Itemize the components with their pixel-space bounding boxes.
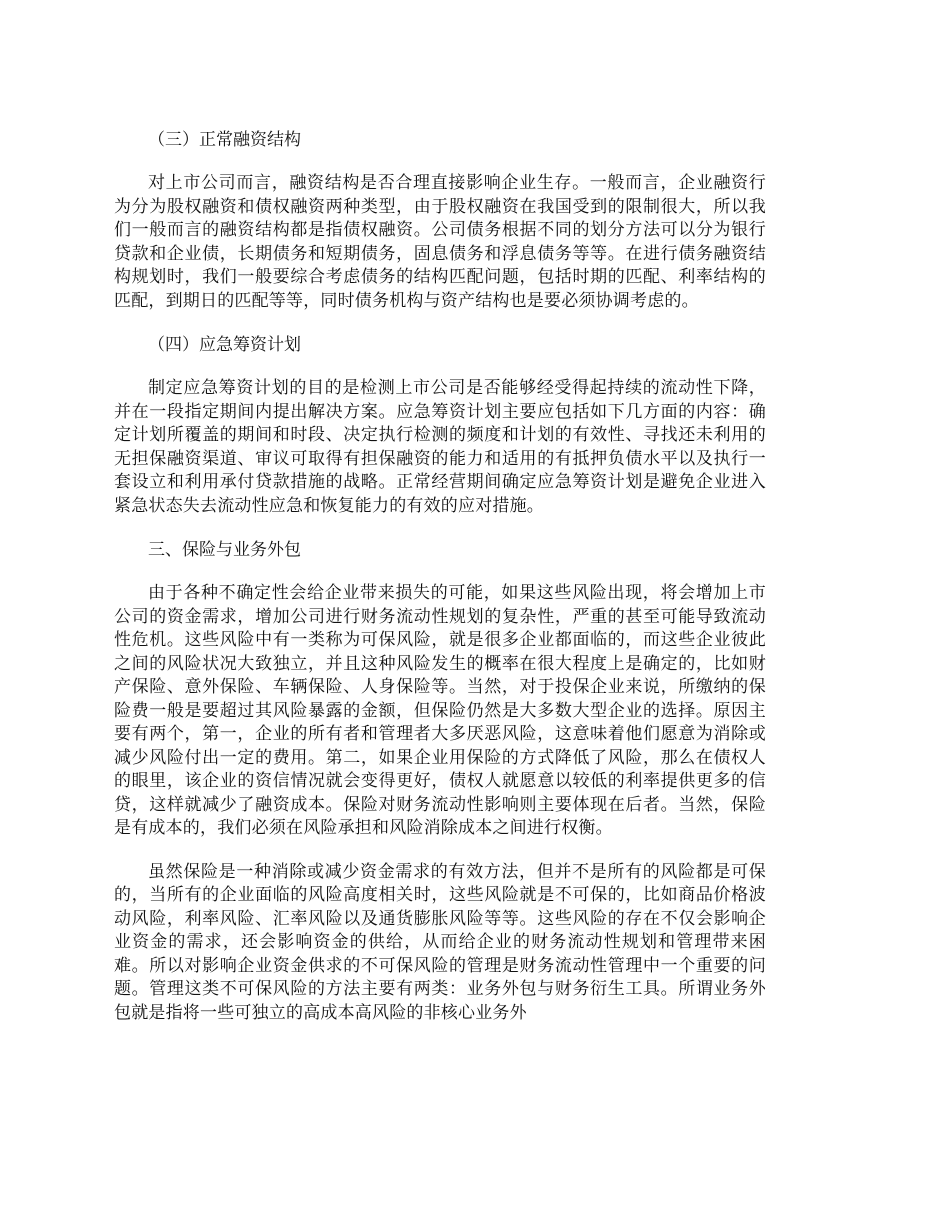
document-page	[114, 128, 766, 1025]
paragraph-financing-structure: 对上市公司而言，融资结构是否合理直接影响企业生存。一般而言，企业融资行为分为股权融资和债权融资两种类型，由于股权融资在我国受到的限制很大，所以我们一般而言的融资结构都是指债权融资。公司债务根据不同的划分方法可以分为银行贷款和企业债，长期债务和短期债务，固息债务和浮息债务等等。在进行债务融资结构规划时，我们一般要综合考虑债务的结构匹配问题，包括时期的匹配、利率结构的匹配，到期日的匹配等等，同时债务机构与资产结构也是要必须协调考虑的。	[114, 173, 766, 311]
section-heading-financing-structure: （三）正常融资结构	[148, 130, 301, 150]
paragraph-uninsurable-risk: 虽然保险是一种消除或减少资金需求的有效方法，但并不是所有的风险都是可保的，当所有的企业面临的风险高度相关时，这些风险就是不可保的，比如商品价格波动风险，利率风险、汇率风险以及通货膨胀风险等等。这些风险的存在不仅会影响企业资金的需求，还会影响资金的供给，从而给企业的财务流动性规划和管理带来困难。所以对影响企业资金供求的不可保风险的管理是财务流动性管理中一个重要的问题。管理这类不可保风险的方法主要有两类：业务外包与财务衍生工具。所谓业务外包就是指将一些可独立的高成本高风险的非核心业务外	[114, 861, 766, 1023]
paragraph-insurance: 由于各种不确定性会给企业带来损失的可能，如果这些风险出现，将会增加上市公司的资金需求，增加公司进行财务流动性规划的复杂性，严重的甚至可能导致流动性危机。这些风险中有一类称为可保风险，就是很多企业都面临的，而这些企业彼此之间的风险状况大致独立，并且这种风险发生的概率在很大程度上是确定的，比如财产保险、意外保险、车辆保险、人身保险等。当然，对于投保企业来说，所缴纳的保险费一般是要超过其风险暴露的金额，但保险仍然是大多数大型企业的选择。原因主要有两个，第一，企业的所有者和管理者大多厌恶风险，这意味着他们愿意为消除或减少风险付出一定的费用。第二，如果企业用保险的方式降低了风险，那么在债权人的眼里，该企业的资信情况就会变得更好，债权人就愿意以较低的利率提供更多的信贷，这样就减少了融资成本。保险对财务流动性影响则主要体现在后者。当然，保险是有成本的，我们必须在风险承担和风险消除成本之间进行权衡。	[114, 583, 766, 838]
paragraph-contingency-funding-plan: 制定应急筹资计划的目的是检测上市公司是否能够经受得起持续的流动性下降，并在一段指定期间内提出解决方案。应急筹资计划主要应包括如下几方面的内容：确定计划所覆盖的期间和时段、决定执行检测的频度和计划的有效性、寻找还未利用的无担保融资渠道、审议可取得有担保融资的能力和适用的有抵押负债水平以及执行一套设立和利用承付贷款措施的战略。正常经营期间确定应急筹资计划是避免企业进入紧急状态失去流动性应急和恢复能力的有效的应对措施。	[114, 378, 766, 516]
section-heading-insurance-outsourcing: 三、保险与业务外包	[148, 540, 301, 560]
section-heading-contingency-funding-plan: （四）应急筹资计划	[148, 335, 301, 355]
